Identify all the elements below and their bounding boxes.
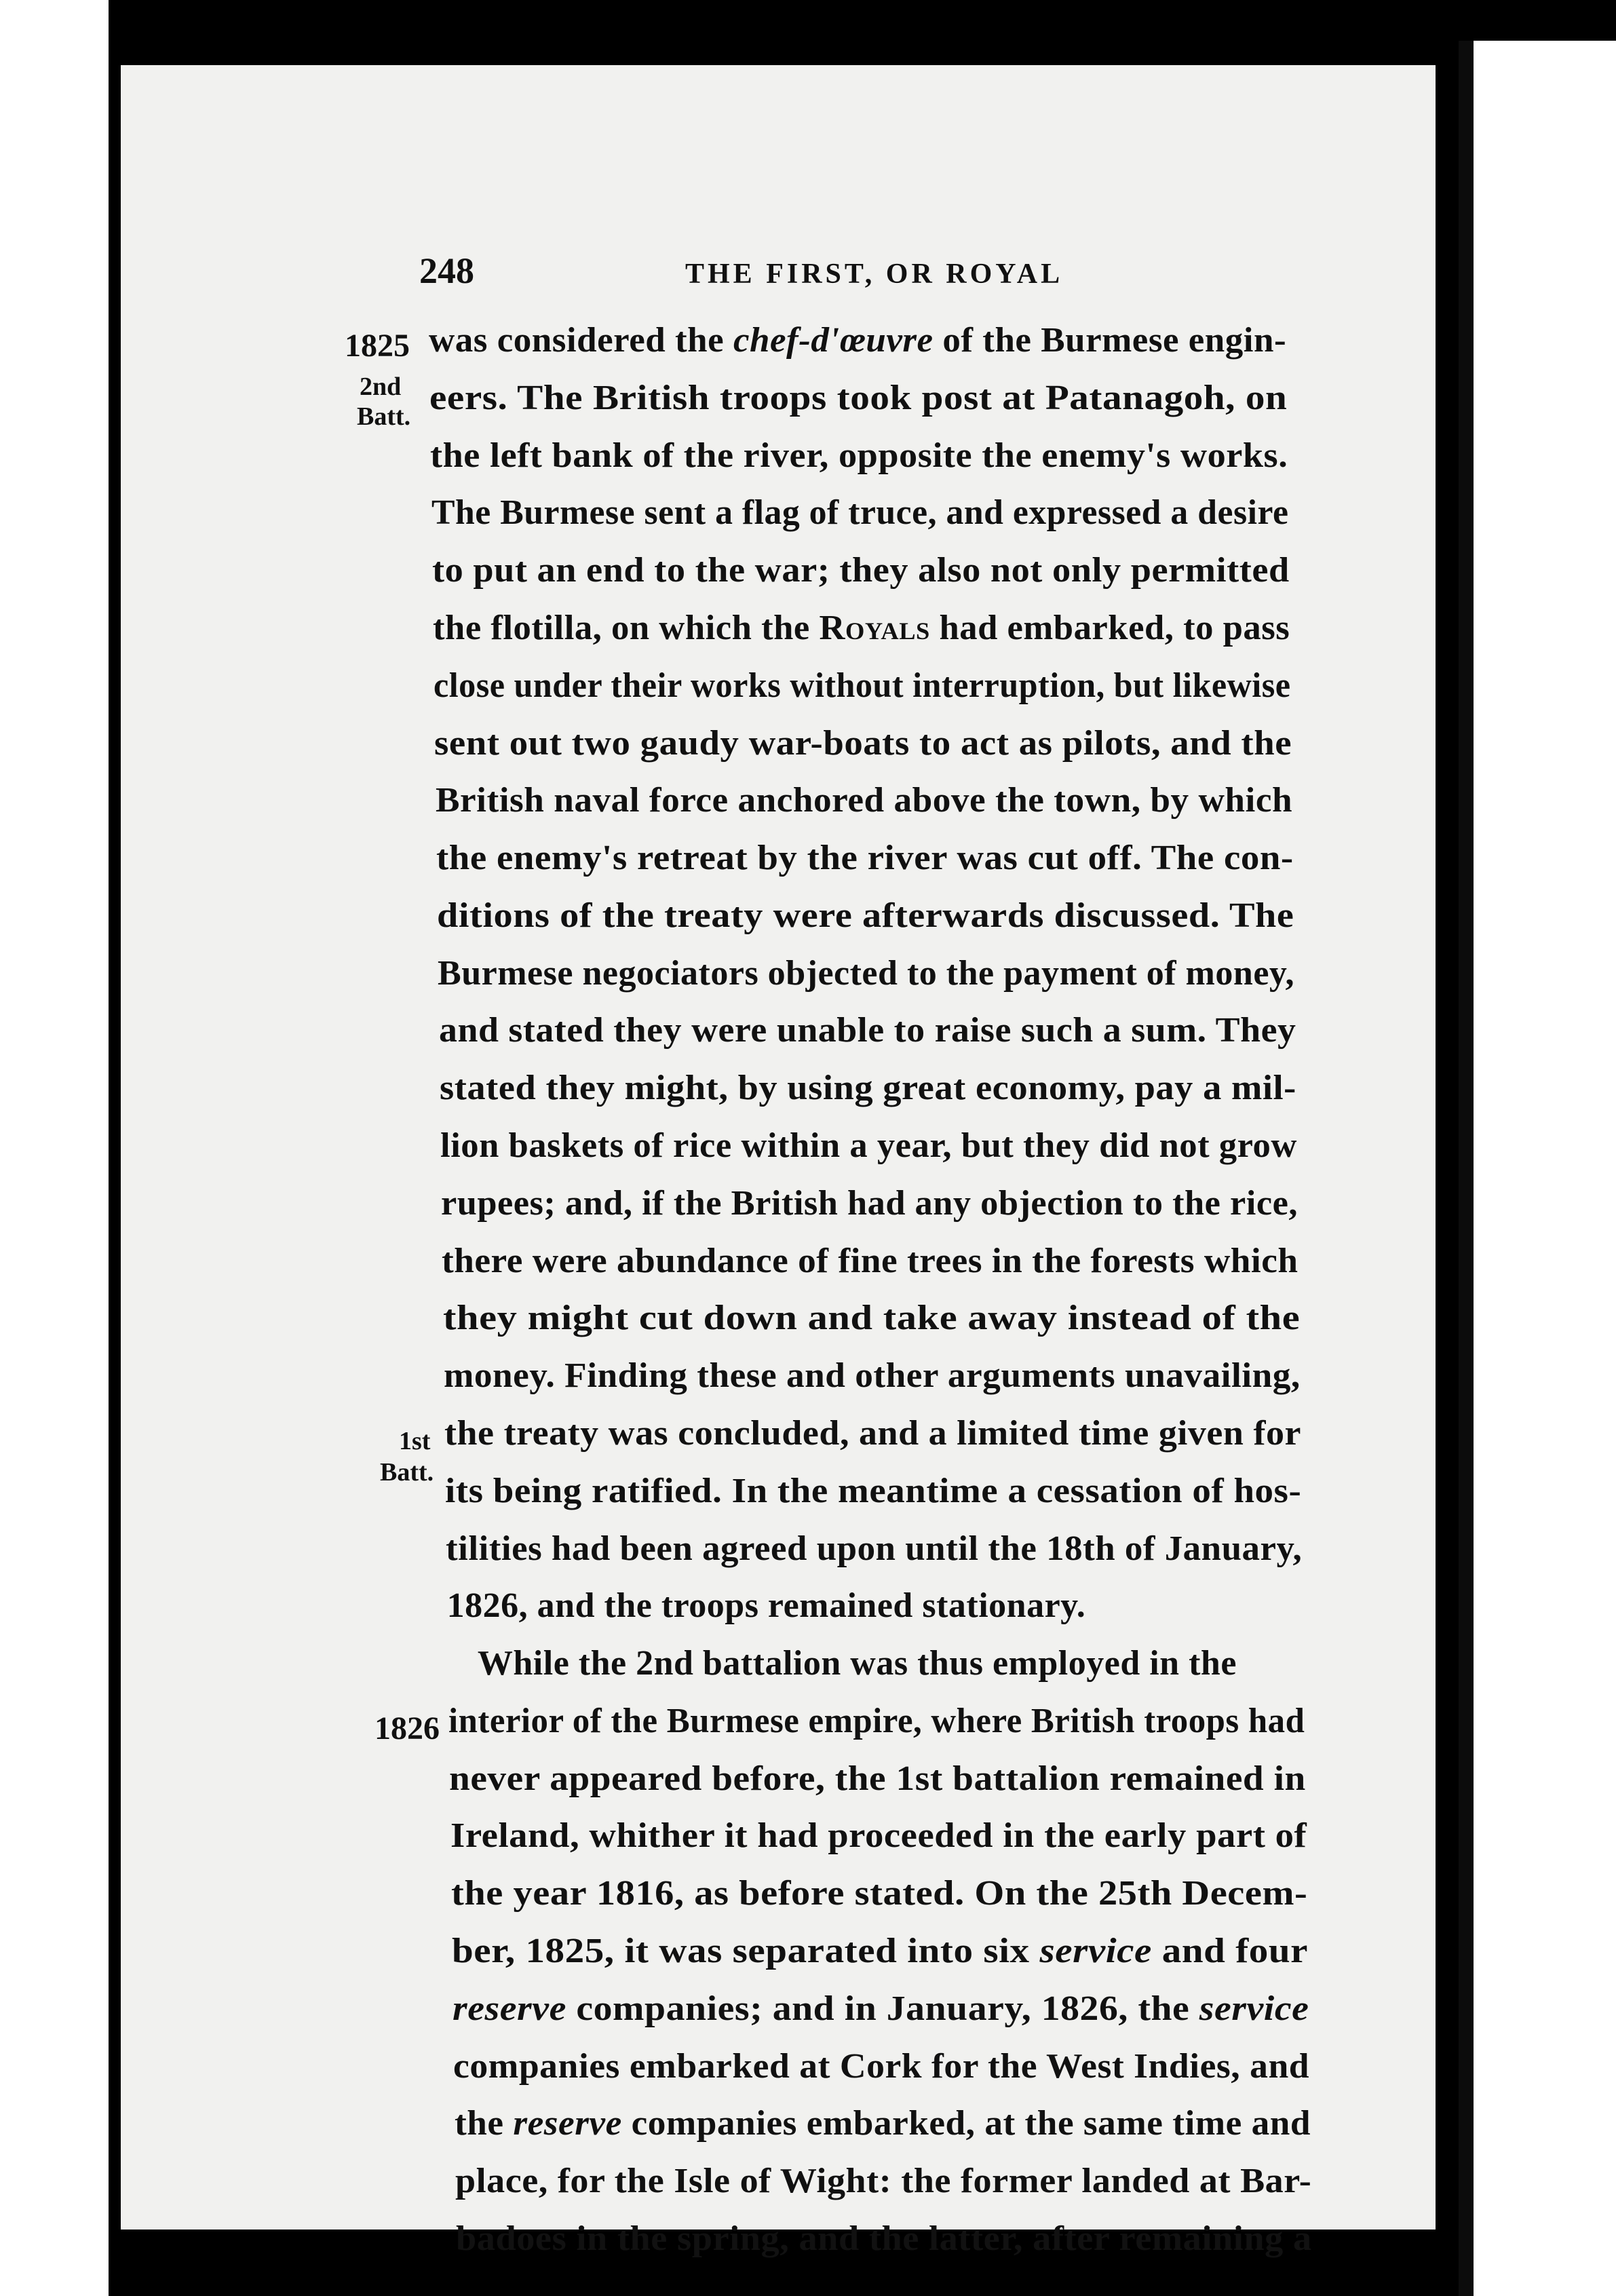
running-head: THE FIRST, OR ROYAL [685, 259, 1064, 290]
text-run: of the Burmese engin- [933, 321, 1287, 360]
text-line [453, 1989, 1309, 2029]
margin-batt: Batt. [380, 1458, 434, 1487]
text-run: companies; and in January, 1826, the [566, 1989, 1199, 2028]
text-line: never appeared before, the 1st battalion remained in [449, 1759, 1307, 1798]
text-line: eers. The British troops took post at Patanagoh, on [429, 378, 1288, 417]
text-line: the left bank of the river, opposite the enemy's works. [430, 436, 1288, 475]
italic-text: chef-d'œuvre [733, 321, 934, 360]
page-header [419, 250, 1362, 297]
text-line: close under their works without interruption, but likewise [434, 666, 1291, 705]
text-line: stated they might, by using great economy, pay a mil- [439, 1069, 1296, 1108]
small-caps-text: Royals [819, 608, 930, 647]
text-line: there were abundance of fine trees in the forests which [442, 1241, 1298, 1280]
margin-2nd: 2nd [360, 372, 402, 401]
text-line: lion baskets of rice within a year, but they did not grow [440, 1126, 1297, 1166]
text-line: money. Finding these and other arguments unavailing, [443, 1356, 1301, 1396]
text-line: place, for the Isle of Wight: the former landed at Bar- [455, 2162, 1312, 2201]
text-line: The Burmese sent a flag of truce, and expressed a desire [431, 493, 1289, 533]
text-run: the [454, 2104, 513, 2143]
margin-batt: Batt. [357, 402, 411, 431]
facing-page-shadow [1459, 41, 1474, 2296]
margin-year-1826: 1826 [374, 1710, 440, 1746]
text-run: had embarked, to pass [929, 608, 1290, 647]
text-line: Burmese negociators objected to the payment of money, [438, 953, 1295, 993]
italic-text: reserve [453, 1989, 567, 2028]
text-line: British naval force anchored above the town, by which [435, 781, 1292, 820]
text-line [429, 320, 1286, 360]
text-line: and stated they were unable to raise such a sum. They [438, 1011, 1296, 1050]
text-line [433, 608, 1290, 648]
margin-1st: 1st [399, 1427, 431, 1455]
facing-page-edge [1459, 41, 1616, 2296]
text-line: interior of the Burmese empire, where British troops had [448, 1701, 1305, 1740]
text-run: and four [1151, 1932, 1308, 1971]
text-line: the treaty was concluded, and a limited time given for [444, 1413, 1302, 1453]
text-line: 1826, and the troops remained stationary. [446, 1586, 1086, 1626]
text-run: was considered the [429, 321, 733, 360]
italic-text: service [1039, 1932, 1152, 1971]
text-line [455, 2103, 1311, 2143]
text-run: the flotilla, on which the [433, 608, 820, 647]
text-run: companies embarked, at the same time and [621, 2104, 1311, 2143]
text-line: While the 2nd battalion was thus employed in the [477, 1644, 1237, 1683]
text-line: the year 1816, as before stated. On the 25th Decem- [450, 1874, 1308, 1913]
text-run: ber, 1825, it was separated into six [451, 1932, 1040, 1971]
text-line [452, 1931, 1308, 1971]
text-line: rupees; and, if the British had any objection to the rice, [441, 1183, 1298, 1223]
scan-left-margin [0, 0, 109, 2296]
text-line: companies embarked at Cork for the West Indies, and [453, 2046, 1310, 2086]
margin-year-1825: 1825 [345, 328, 410, 364]
text-line: Ireland, whither it had proceeded in the early part of [450, 1816, 1307, 1856]
italic-text: reserve [512, 2104, 622, 2143]
text-line: the enemy's retreat by the river was cut off. The con- [436, 839, 1294, 878]
text-line: badoes in the spring, and the latter, after remaining a [456, 2219, 1312, 2258]
text-line: ditions of the treaty were afterwards discussed. The [437, 896, 1294, 935]
text-line: its being ratified. In the meantime a cessation of hos- [445, 1471, 1302, 1510]
italic-text: service [1199, 1989, 1309, 2028]
text-line: sent out two gaudy war-boats to act as pilots, and the [434, 723, 1292, 763]
text-line: tilities had been agreed upon until the 18th of January, [446, 1529, 1303, 1568]
text-line: they might cut down and take away instead of the [442, 1299, 1300, 1338]
text-line: to put an end to the war; they also not only permitted [431, 551, 1290, 590]
page-number: 248 [419, 250, 474, 291]
